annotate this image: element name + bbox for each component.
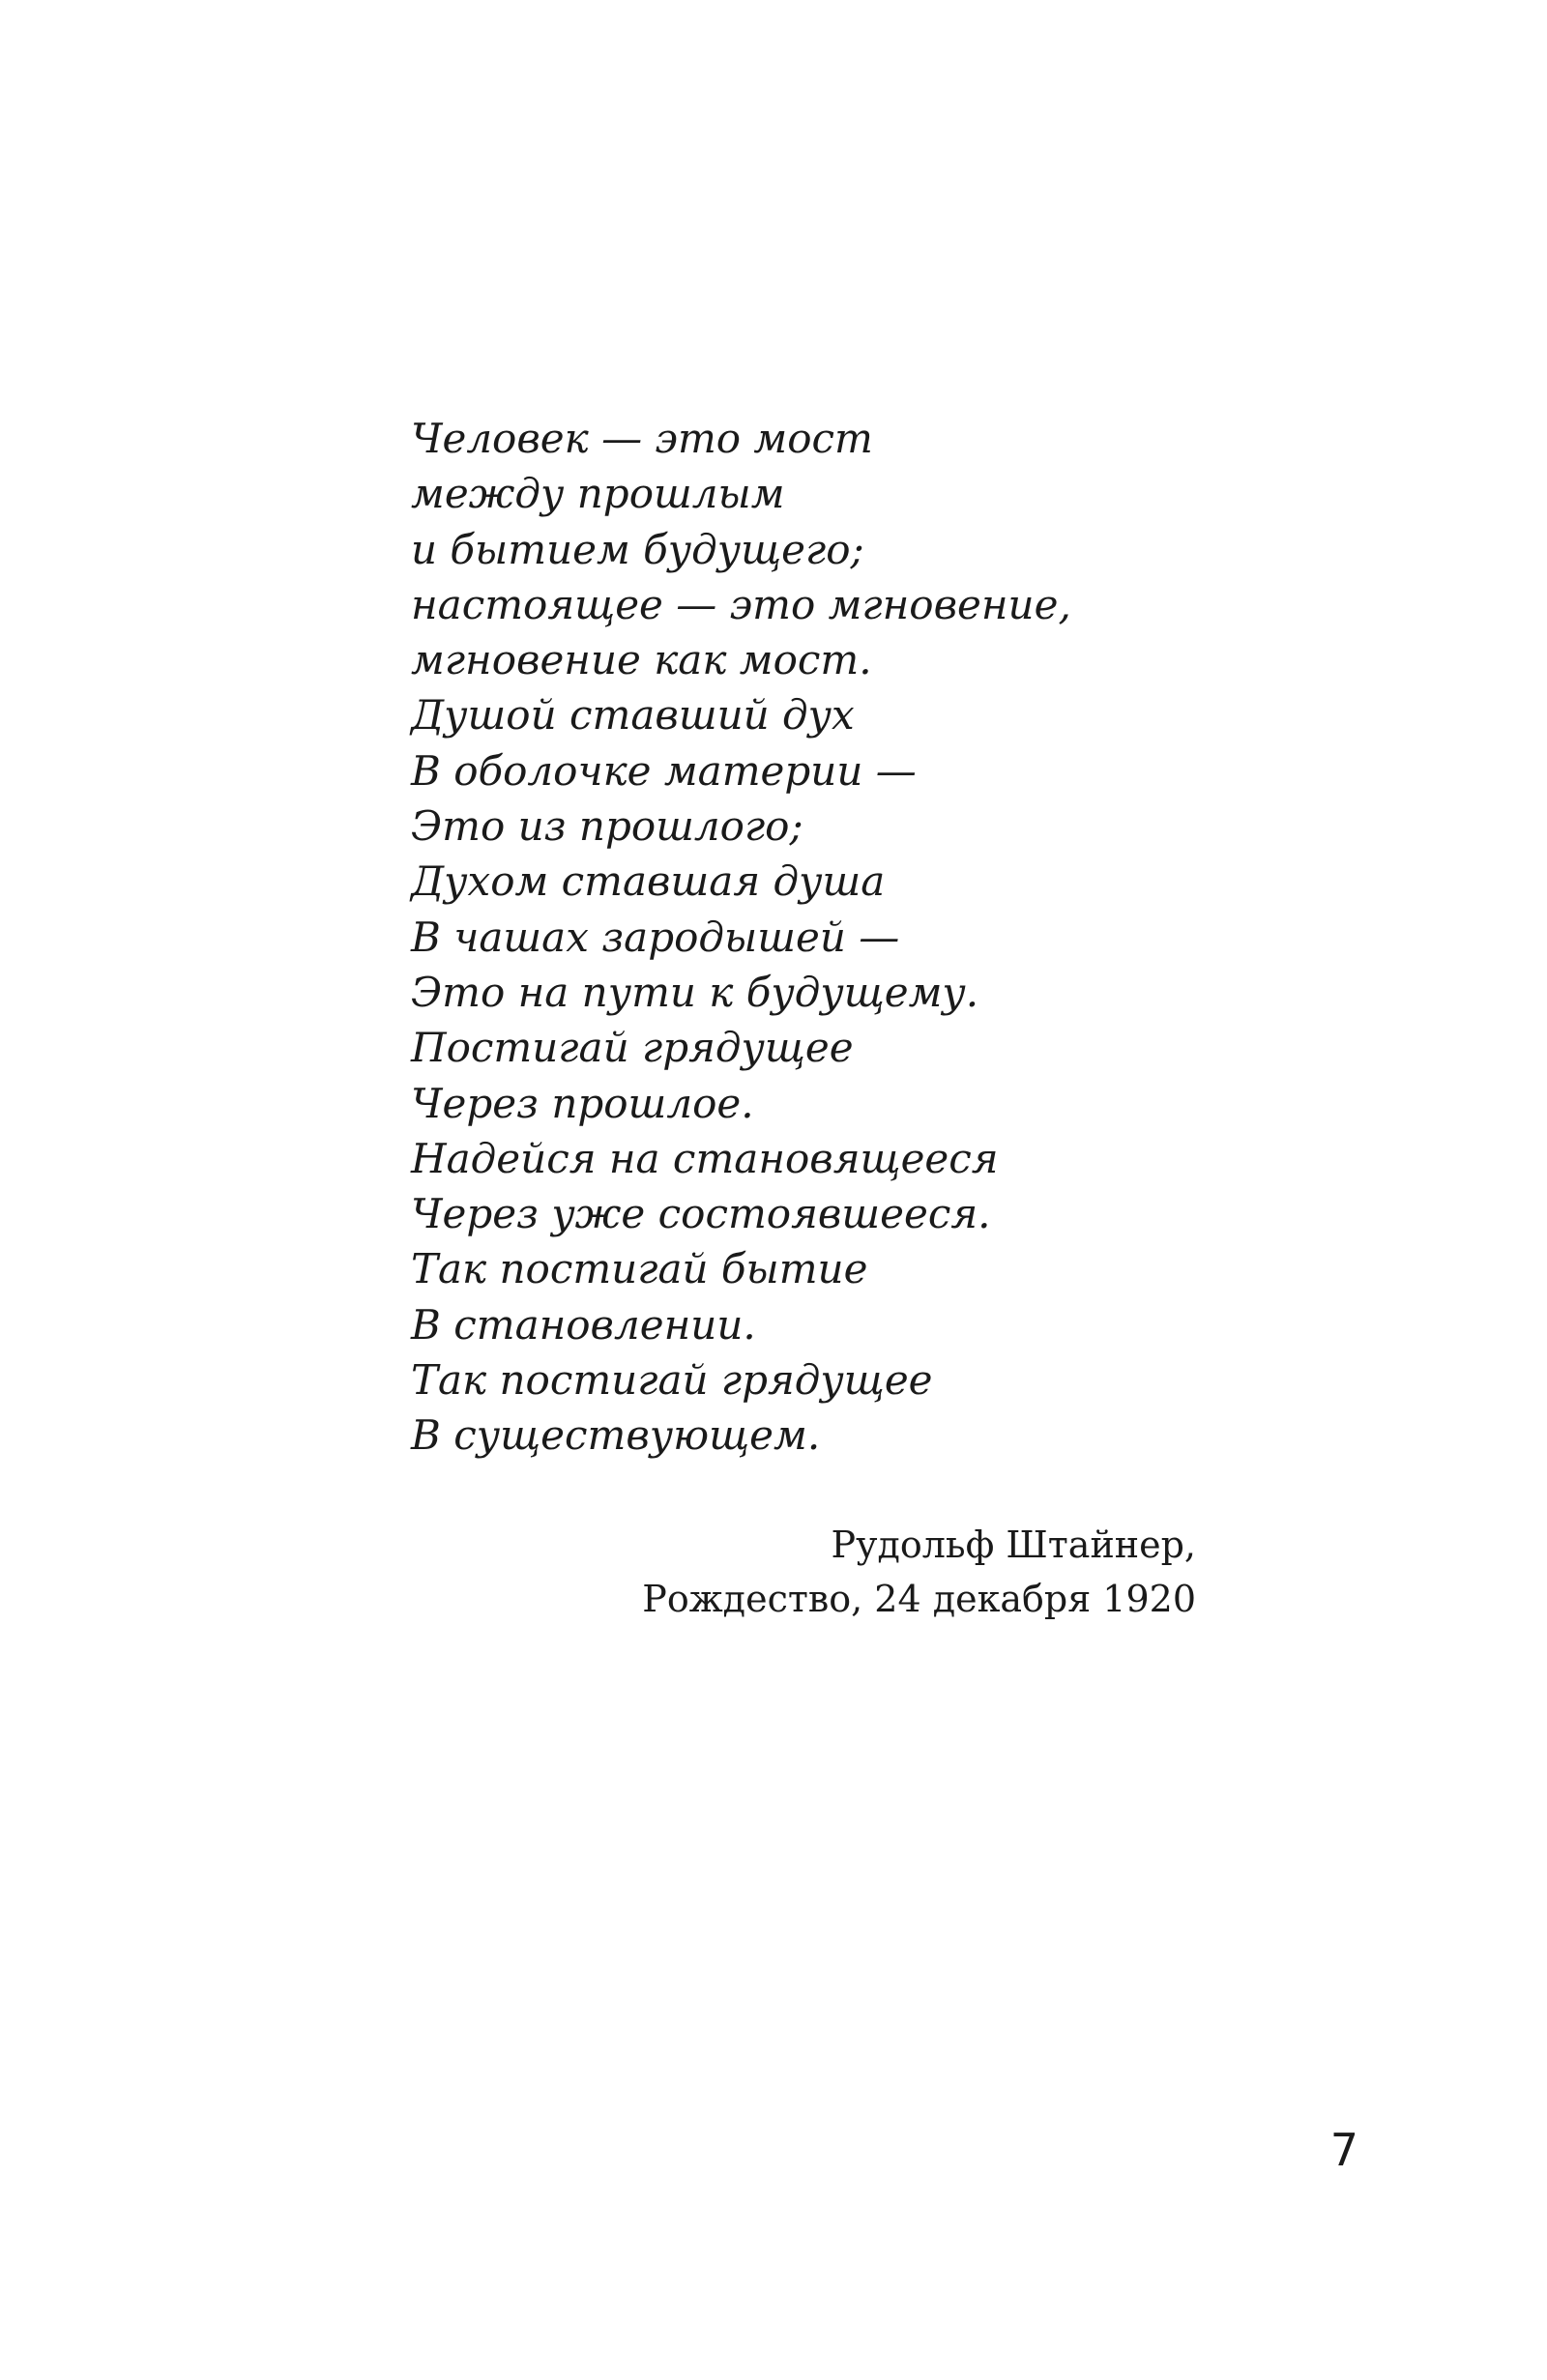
poem-line: Через прошлое. <box>411 1079 754 1127</box>
poem-line: между прошлым <box>411 470 785 518</box>
poem-line: Человек — это мост <box>411 415 873 462</box>
poem-line: Это на пути к будущему. <box>411 968 979 1016</box>
attribution-author: Рудольф Штайнер, <box>831 1524 1196 1566</box>
poem-line: Душой ставший дух <box>411 691 855 740</box>
attribution-date: Рождество, 24 декабря 1920 <box>642 1578 1196 1620</box>
poem-line: Духом ставшая душа <box>411 857 886 906</box>
poem-line: настоящее — это мгновение, <box>411 580 1071 628</box>
attribution <box>642 1518 1196 1626</box>
page-number: 7 <box>1329 2124 1358 2176</box>
poem-line: Постигай грядущее <box>411 1024 854 1072</box>
poem-line: В существующем. <box>411 1411 821 1460</box>
poem-line: Это из прошлого; <box>411 802 803 851</box>
poem-line: Через уже состоявшееся. <box>411 1190 991 1238</box>
poem-line: В чашах зародышей — <box>411 913 900 961</box>
poem-line: мгновение как мост. <box>411 636 872 684</box>
poem <box>411 411 1281 1464</box>
poem-line: В оболочке материи — <box>411 746 917 795</box>
poem-line: и бытием будущего; <box>411 525 864 573</box>
poem-line: Так постигай бытие <box>411 1245 868 1293</box>
poem-line: Так постигай грядущее <box>411 1356 933 1405</box>
poem-line: В становлении. <box>411 1300 756 1349</box>
poem-line: Надейся на становящееся <box>411 1134 999 1182</box>
